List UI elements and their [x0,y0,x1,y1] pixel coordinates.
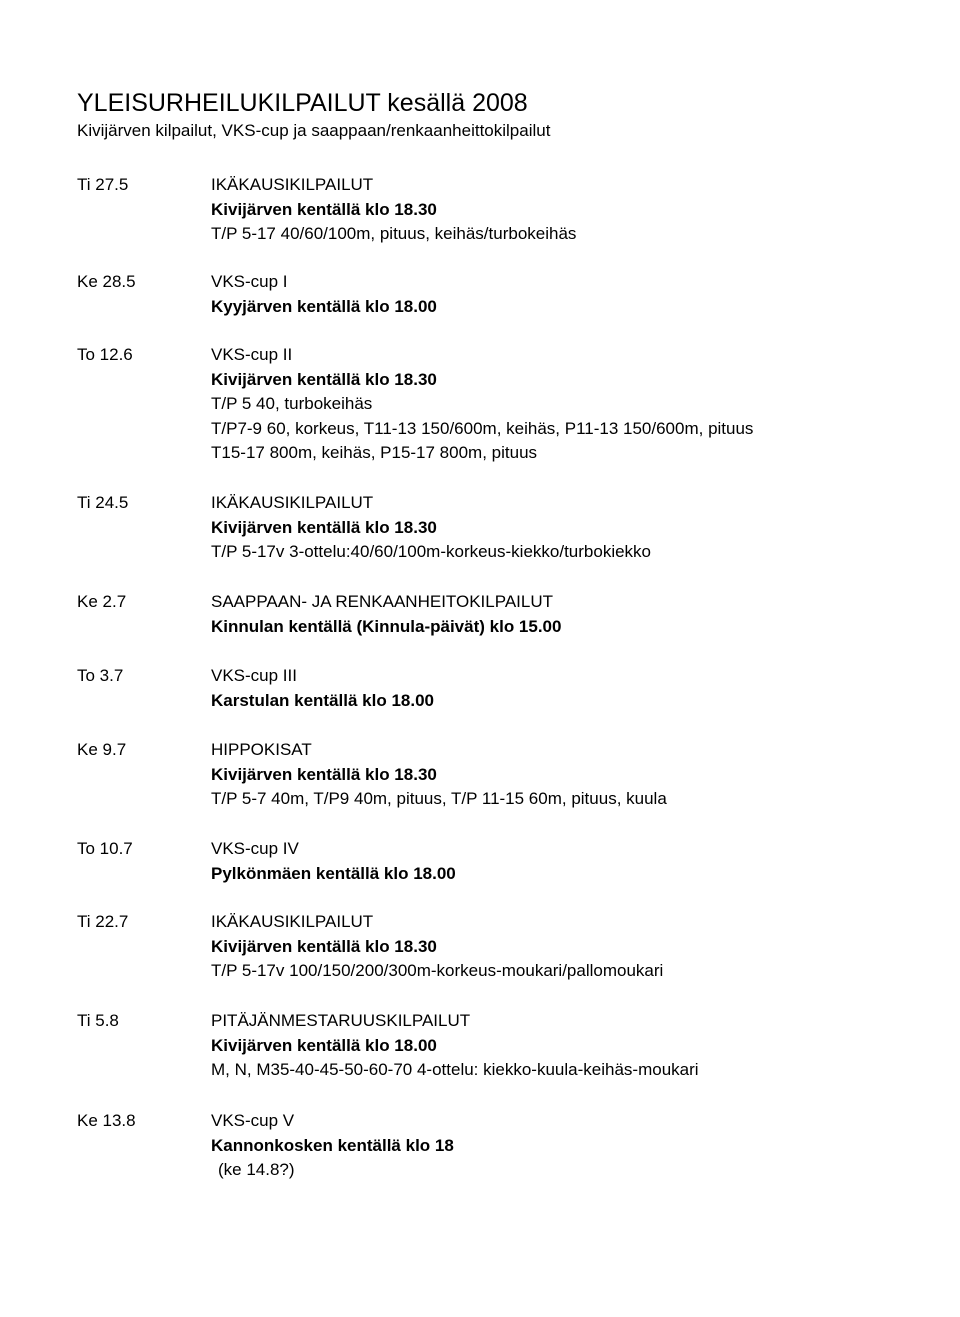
event-name: IKÄKAUSIKILPAILUT [211,912,374,931]
event-detail-line: T/P 5 40, turbokeihäs [211,394,373,413]
event-detail-line: T/P 5-7 40m, T/P9 40m, pituus, T/P 11-15 60m, pituus, kuula [211,789,667,808]
event-location: Karstulan kentällä klo 18.00 [211,690,434,710]
event-date: Ti 5.8 [77,1011,119,1030]
event-date: Ke 28.5 [77,272,136,291]
event-date: Ti 24.5 [77,493,129,512]
event-date: Ke 13.8 [77,1111,136,1130]
event-detail-line: T15-17 800m, keihäs, P15-17 800m, pituus [211,443,538,462]
event-details [211,491,651,565]
event-details [211,1109,454,1183]
event-location: Kivijärven kentällä klo 18.30 [211,369,437,389]
event-name: PITÄJÄNMESTARUUSKILPAILUT [211,1011,471,1030]
event-location: Pylkönmäen kentällä klo 18.00 [211,863,456,883]
event-name: IKÄKAUSIKILPAILUT [211,175,374,194]
event-date: To 10.7 [77,839,133,858]
event-date: To 12.6 [77,345,133,364]
event-name: IKÄKAUSIKILPAILUT [211,493,374,512]
event-details [211,910,663,984]
event-location: Kyyjärven kentällä klo 18.00 [211,296,437,316]
event-details [211,343,753,466]
event-date: Ke 9.7 [77,740,127,759]
event-detail-line: T/P 5-17v 3-ottelu:40/60/100m-korkeus-kiekko/turbokiekko [211,542,652,561]
event-name: VKS-cup IV [211,839,299,858]
event-location: Kinnulan kentällä (Kinnula-päivät) klo 15.00 [211,616,562,636]
event-date: Ti 27.5 [77,175,129,194]
document-subtitle: Kivijärven kilpailut, VKS-cup ja saappaan/renkaanheittokilpailut [77,121,551,140]
event-name: VKS-cup II [211,345,293,364]
event-name: VKS-cup V [211,1111,295,1130]
event-location: Kivijärven kentällä klo 18.30 [211,517,437,537]
event-date: Ti 22.7 [77,912,129,931]
event-date: To 3.7 [77,666,124,685]
event-name: VKS-cup I [211,272,288,291]
event-detail-line: T/P 5-17 40/60/100m, pituus, keihäs/turbokeihäs [211,224,577,243]
document-title: YLEISURHEILUKILPAILUT kesällä 2008 [77,89,528,117]
event-detail-line: M, N, M35-40-45-50-60-70 4-ottelu: kiekko-kuula-keihäs-moukari [211,1060,699,1079]
event-location: Kivijärven kentällä klo 18.00 [211,1035,437,1055]
event-detail-line: T/P7-9 60, korkeus, T11-13 150/600m, keihäs, P11-13 150/600m, pituus [211,418,754,438]
event-location: Kannonkosken kentällä klo 18 [211,1135,454,1155]
event-detail-line: T/P 5-17v 100/150/200/300m-korkeus-moukari/pallomoukari [211,961,664,980]
event-details [211,1009,699,1083]
event-name: SAAPPAAN- JA RENKAANHEITOKILPAILUT [211,592,553,611]
event-date: Ke 2.7 [77,592,127,611]
event-location: Kivijärven kentällä klo 18.30 [211,936,437,956]
event-details [211,664,434,713]
event-details [211,270,437,319]
event-details [211,837,456,886]
event-details [211,590,561,639]
event-name: VKS-cup III [211,666,297,685]
event-details [211,738,667,812]
event-detail-line: (ke 14.8?) [218,1160,295,1179]
event-name: HIPPOKISAT [211,740,312,759]
event-details [211,173,576,247]
event-location: Kivijärven kentällä klo 18.30 [211,199,437,219]
event-location: Kivijärven kentällä klo 18.30 [211,764,437,784]
